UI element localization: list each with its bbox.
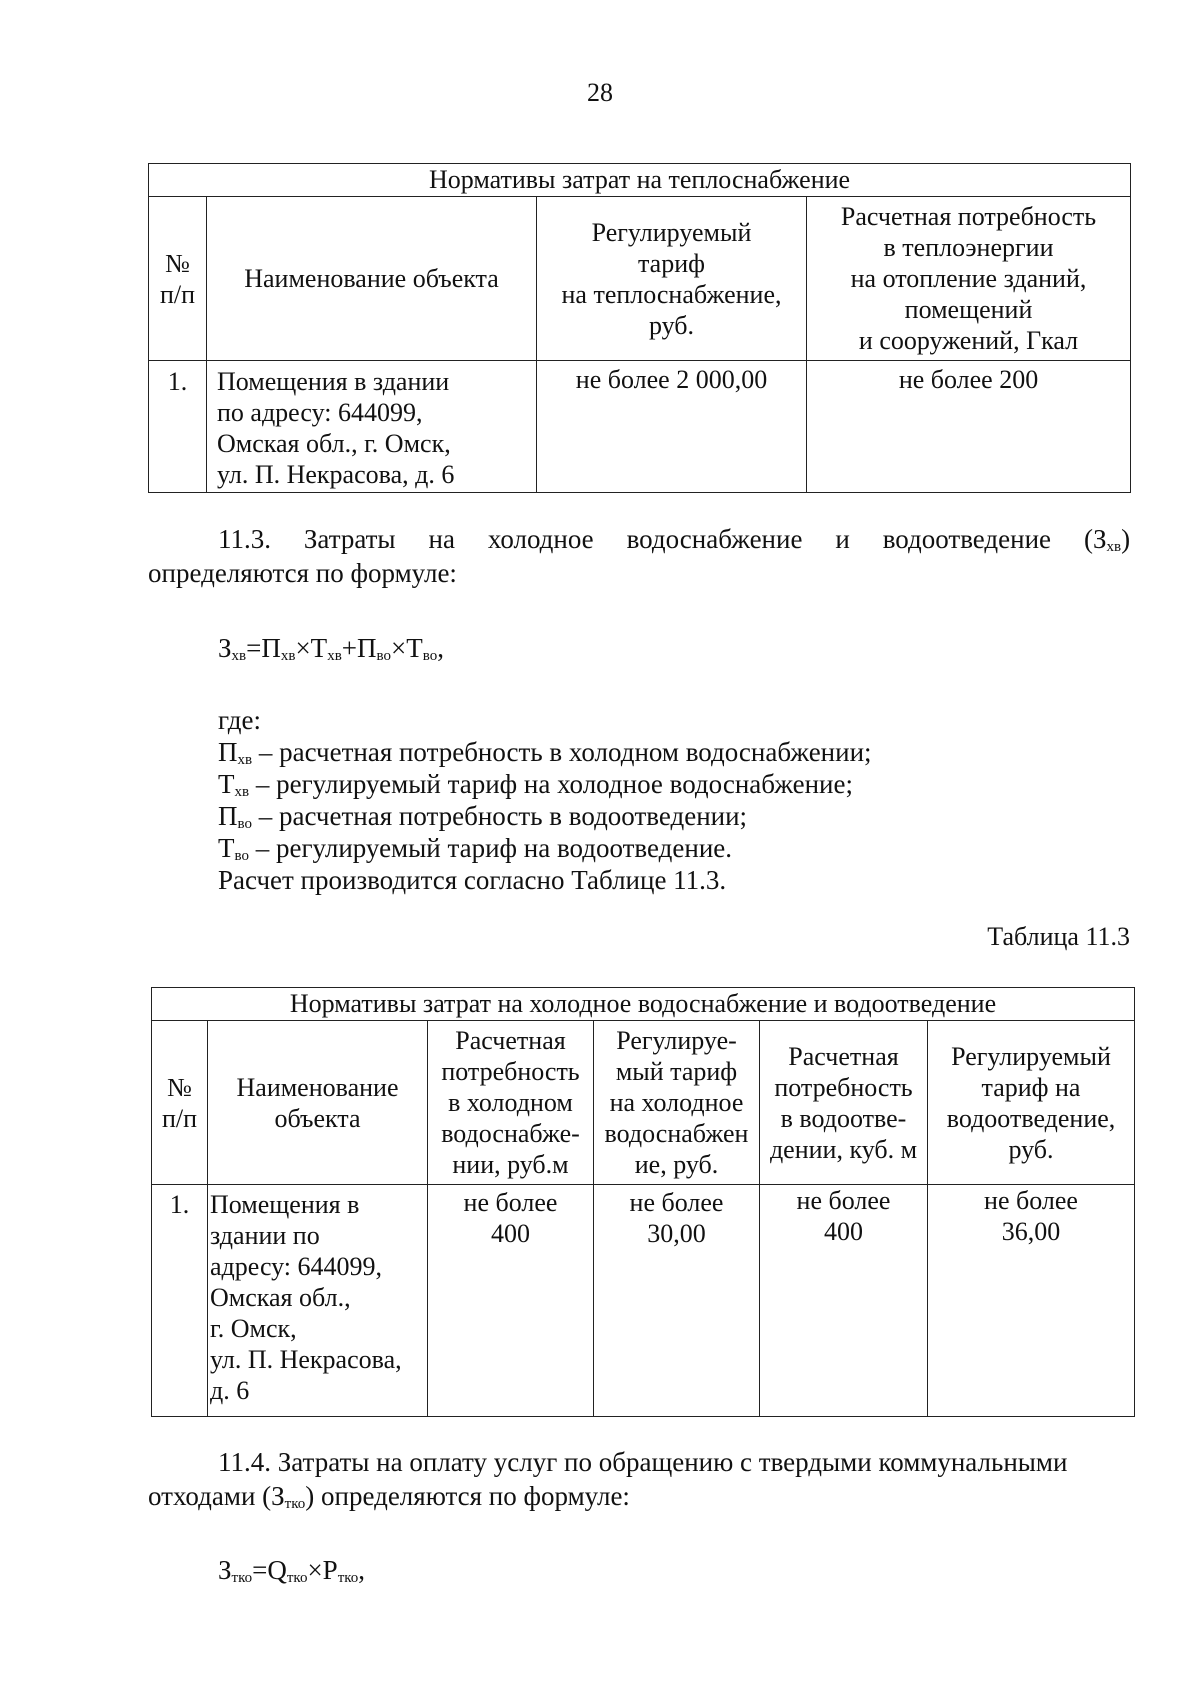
row-object-name: Помещения в здании по адресу: 644099, Омская обл., г. Омск, ул. П. Некрасова, д. 6	[208, 1185, 428, 1417]
row-num: 1.	[149, 361, 207, 493]
table-caption: Нормативы затрат на теплоснабжение	[149, 164, 1131, 197]
waste-formula: $З_{тко}=Q_{тко}\times Р_{тко}$,	[218, 1555, 366, 1586]
header-object-name: Наименование объекта	[208, 1021, 428, 1185]
table-caption: Нормативы затрат на холодное водоснабжение и водоотведение	[152, 988, 1135, 1021]
definition-item: $Т_{во}$ – регулируемый тариф на водоотведение.	[218, 833, 733, 864]
table-row	[149, 361, 1131, 493]
cold-water-formula: $З_{хв}=П_{хв}\times Т_{хв}+П_{во}\times Т_{во}$,	[218, 633, 444, 664]
header-num: № п/п	[152, 1021, 208, 1185]
header-tariff: Регулируемый тариф на теплоснабжение, руб.	[537, 197, 807, 361]
section-11-3-line2: определяются по формуле:	[148, 558, 457, 588]
row-heat-need: не более 200	[807, 361, 1131, 493]
header-drain-tariff: Регулируемый тариф на водоотведение, руб.	[928, 1021, 1135, 1185]
row-drain-tariff: не более 36,00	[928, 1185, 1135, 1417]
row-num: 1.	[152, 1185, 208, 1417]
row-cold-tariff: не более 30,00	[594, 1185, 760, 1417]
row-object-name: Помещения в здании по адресу: 644099, Омская обл., г. Омск, ул. П. Некрасова, д. 6	[207, 361, 537, 493]
header-drain-need: Расчетная потребность в водоотве- дении, куб. м	[760, 1021, 928, 1185]
table-label: Таблица 11.3	[987, 922, 1130, 951]
section-11-4-line2: отходами $(З_{тко})$ определяются по формуле:	[148, 1481, 630, 1512]
definition-item: $П_{во}$ – расчетная потребность в водоотведении;	[218, 801, 748, 832]
calc-note: Расчет производится согласно Таблице 11.3.	[218, 865, 727, 895]
header-cold-need: Расчетная потребность в холодном водоснабже- нии, руб.м	[428, 1021, 594, 1185]
definition-item: $П_{хв}$ – расчетная потребность в холодном водоснабжении;	[218, 737, 872, 768]
page-number: 28	[587, 78, 613, 107]
row-tariff: не более 2 000,00	[537, 361, 807, 493]
header-object-name: Наименование объекта	[207, 197, 537, 361]
section-11-4-line1: 11.4. Затраты на оплату услуг по обращению с твердыми коммунальными	[218, 1447, 1068, 1477]
header-heat-need: Расчетная потребность в теплоэнергии на отопление зданий, помещений и сооружений, Гкал	[807, 197, 1131, 361]
header-num: № п/п	[149, 197, 207, 361]
definition-item: $Т_{хв}$ – регулируемый тариф на холодное водоснабжение;	[218, 769, 853, 800]
table-row	[152, 1185, 1135, 1417]
header-cold-tariff: Регулируе- мый тариф на холодное водоснабжен ие, руб.	[594, 1021, 760, 1185]
cold-water-table	[151, 987, 1135, 1417]
section-11-3-line1: 11.3. Затраты на холодное водоснабжение и водоотведение $(З_{хв})$	[218, 524, 1131, 555]
row-cold-need: не более 400	[428, 1185, 594, 1417]
where-label: где:	[218, 705, 261, 735]
row-drain-need: не более 400	[760, 1185, 928, 1417]
heat-supply-table	[148, 163, 1131, 493]
